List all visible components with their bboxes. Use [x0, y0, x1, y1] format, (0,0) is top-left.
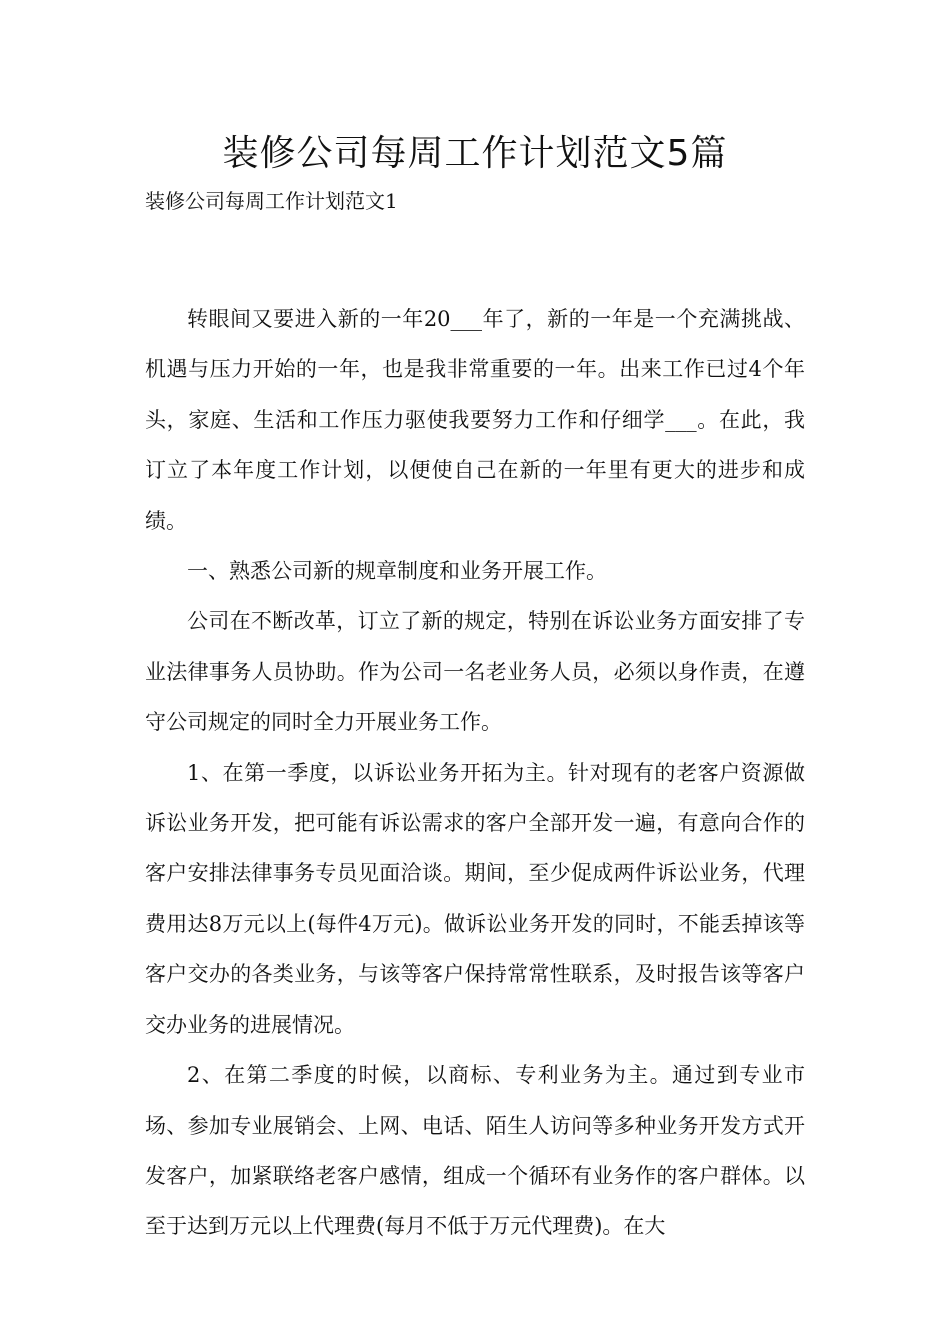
- document-title: 装修公司每周工作计划范文5篇: [222, 133, 728, 174]
- document-subtitle: 装修公司每周工作计划范文1: [145, 189, 398, 213]
- paragraph-first-quarter: 1、在第一季度，以诉讼业务开拓为主。针对现有的老客户资源做诉讼业务开发，把可能有诉讼需求的客户全部开发一遍，有意向合作的客户安排法律事务专员见面洽谈。期间，至少促成两件诉讼业务，代理费用达8万元以上(每件4万元)。做诉讼业务开发的同时，不能丢掉该等客户交办的各类业务，与该等客户保持常常性联系，及时报告该等客户交办业务的进展情况。: [145, 760, 805, 1037]
- document-body: [145, 294, 805, 1252]
- paragraph-section-heading: 一、熟悉公司新的规章制度和业务开展工作。: [187, 559, 607, 584]
- paragraph-company-reform: 公司在不断改革，订立了新的规定，特别在诉讼业务方面安排了专业法律事务人员协助。作为公司一名老业务人员，必须以身作责，在遵守公司规定的同时全力开展业务工作。: [145, 609, 805, 735]
- paragraph-second-quarter: 2、在第二季度的时候，以商标、专利业务为主。通过到专业市场、参加专业展销会、上网、电话、陌生人访问等多种业务开发方式开发客户，加紧联络老客户感情，组成一个循环有业务作的客户群体。以至于达到万元以上代理费(每月不低于万元代理费)。在大: [145, 1063, 805, 1239]
- paragraph-intro: 转眼间又要进入新的一年20___年了，新的一年是一个充满挑战、机遇与压力开始的一年，也是我非常重要的一年。出来工作已过4个年头，家庭、生活和工作压力驱使我要努力工作和仔细学___。在此，我订立了本年度工作计划，以便使自己在新的一年里有更大的进步和成绩。: [145, 307, 805, 533]
